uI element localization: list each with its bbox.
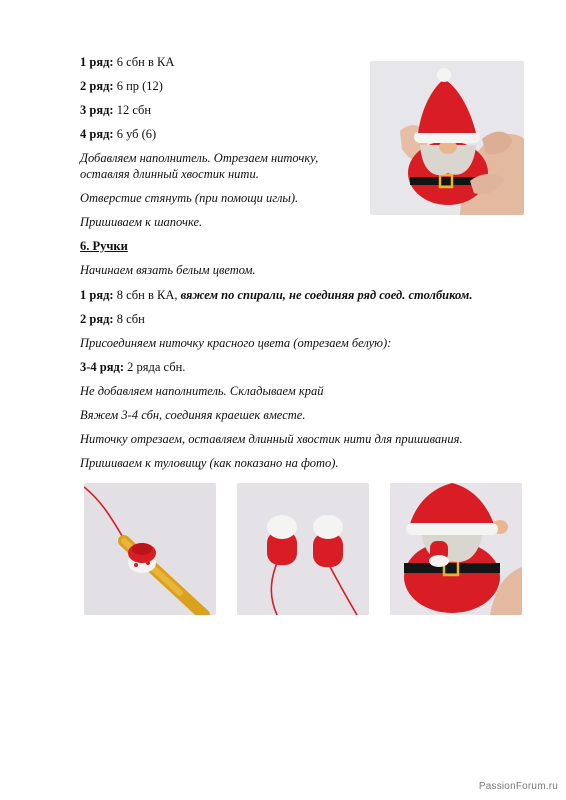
photo-hook-with-mitten bbox=[84, 483, 216, 615]
instruction-fold-edge: Не добавляем наполнитель. Складываем край bbox=[80, 384, 324, 398]
watermark: PassionForum.ru bbox=[478, 781, 558, 792]
photo-two-mittens bbox=[237, 483, 369, 615]
instruction-join-edge: Вяжем 3-4 сбн, соединяя краешек вместе. bbox=[80, 408, 306, 422]
row-4-text: 4 ряд: 6 уб (6) bbox=[80, 127, 157, 141]
instruction-join-red: Присоединяем ниточку красного цвета (отрезаем белую): bbox=[80, 336, 392, 350]
instruction-sew-to-hat: Пришиваем к шапочке. bbox=[80, 215, 203, 229]
hand-row-1-text: 1 ряд: 8 сбн в КА, вяжем по спирали, не соединяя ряд соед. столбиком. bbox=[80, 288, 473, 302]
instruction-close-hole: Отверстие стянуть (при помощи иглы). bbox=[80, 191, 299, 205]
instruction-sew-to-body: Пришиваем к туловищу (как показано на фото). bbox=[80, 456, 339, 470]
hand-row-3-4-text: 3-4 ряд: 2 ряда сбн. bbox=[80, 360, 186, 374]
row-1-text: 1 ряд: 6 сбн в КА bbox=[80, 55, 175, 69]
instruction-stuffing-2: оставляя длинный хвостик нити. bbox=[80, 167, 259, 181]
row-3-text: 3 ряд: 12 сбн bbox=[80, 103, 152, 117]
instruction-start-white: Начинаем вязать белым цветом. bbox=[80, 263, 256, 277]
photo-gnome-in-hand bbox=[370, 61, 524, 215]
instruction-stuffing-1: Добавляем наполнитель. Отрезаем ниточку, bbox=[80, 151, 319, 165]
row-2-text: 2 ряд: 6 пр (12) bbox=[80, 79, 163, 93]
hand-row-2-text: 2 ряд: 8 сбн bbox=[80, 312, 145, 326]
section-heading-hands: 6. Ручки bbox=[80, 239, 128, 253]
instruction-cut-thread: Ниточку отрезаем, оставляем длинный хвостик нити для пришивания. bbox=[80, 432, 463, 446]
photo-gnome-with-hands bbox=[390, 483, 522, 615]
